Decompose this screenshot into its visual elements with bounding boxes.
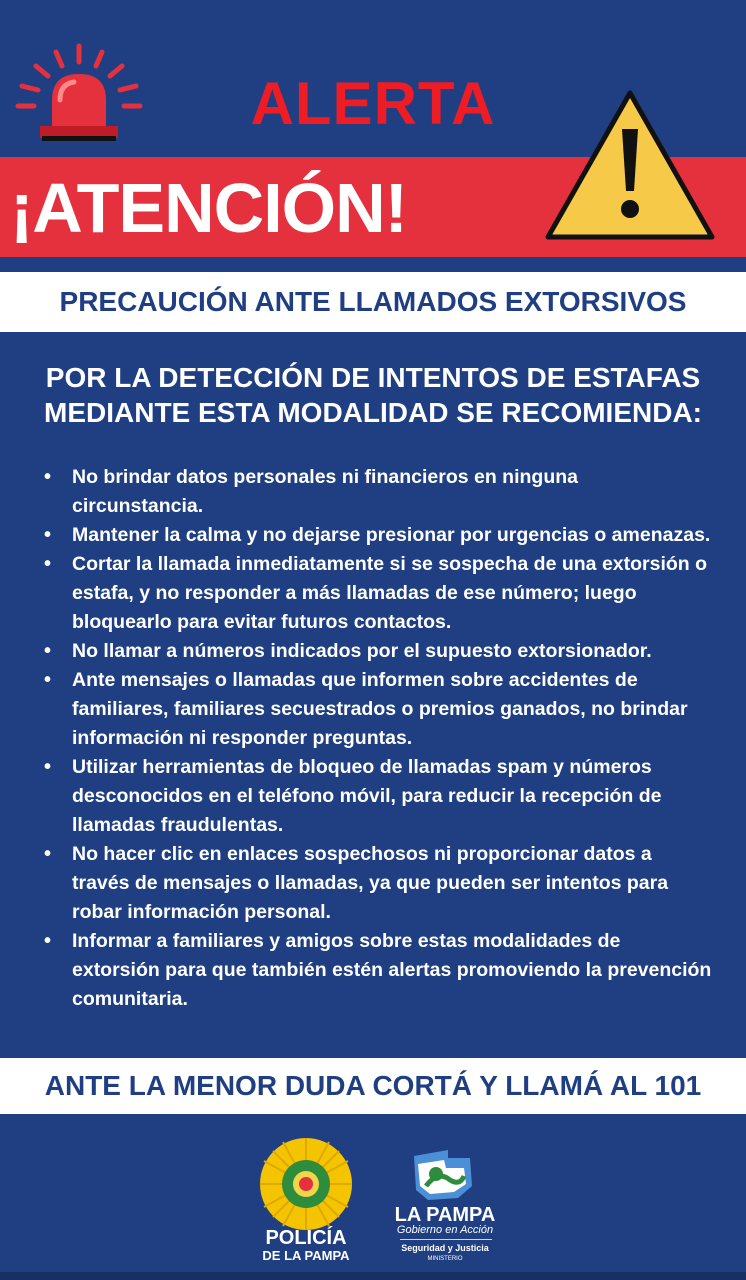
police-sub: DE LA PAMPA xyxy=(262,1248,350,1263)
province-name: LA PAMPA xyxy=(394,1204,496,1226)
police-name: POLICÍA xyxy=(265,1227,347,1249)
list-item: • Utilizar herramientas de bloqueo de llamadas spam y números desconocidos en el teléfono móvil, para reducir la recepción de llamadas fraudulentas. xyxy=(44,753,712,840)
list-item: • Ante mensajes o llamadas que informen sobre accidentes de familiares, familiares secuestrados o premios ganados, no brindar información ni responder preguntas. xyxy=(44,666,712,753)
bottom-strip xyxy=(0,1272,746,1280)
list-item: • Informar a familiares y amigos sobre estas modalidades de extorsión para que también estén alertas promoviendo la prevención comunitaria. xyxy=(44,927,712,1014)
recommendations-list xyxy=(44,463,712,1014)
list-item: • Mantener la calma y no dejarse presionar por urgencias o amenazas. xyxy=(44,521,712,550)
ministry-label: MINISTERIO xyxy=(427,1256,463,1262)
police-badge-icon xyxy=(258,1136,354,1232)
ministry-name: Seguridad y Justicia xyxy=(401,1243,489,1253)
warning-triangle-icon xyxy=(544,87,716,245)
intro-text: POR LA DETECCIÓN DE INTENTOS DE ESTAFAS MEDIANTE ESTA MODALIDAD SE RECOMIENDA: xyxy=(44,362,702,428)
divider xyxy=(400,1239,492,1240)
police-logo-text xyxy=(240,1228,372,1264)
list-item: • No llamar a números indicados por el supuesto extorsionador. xyxy=(44,637,712,666)
attention-heading: ¡ATENCIÓN! xyxy=(10,169,407,247)
list-item: • No brindar datos personales ni financieros en ninguna circunstancia. xyxy=(44,463,712,521)
alert-title: ALERTA xyxy=(250,70,496,137)
la-pampa-map-icon xyxy=(408,1146,476,1204)
list-item: • No hacer clic en enlaces sospechosos ni proporcionar datos a través de mensajes o llamadas, ya que pueden ser intentos para robar información personal. xyxy=(44,840,712,927)
list-item: • Cortar la llamada inmediatamente si se sospecha de una extorsión o estafa, y no responder a más llamadas de ese número; luego bloquearlo para evitar futuros contactos. xyxy=(44,550,712,637)
call-to-action: ANTE LA MENOR DUDA CORTÁ Y LLAMÁ AL 101 xyxy=(44,1070,702,1101)
subtitle: PRECAUCIÓN ANTE LLAMADOS EXTORSIVOS xyxy=(59,286,687,317)
province-tagline: Gobierno en Acción xyxy=(396,1224,494,1236)
